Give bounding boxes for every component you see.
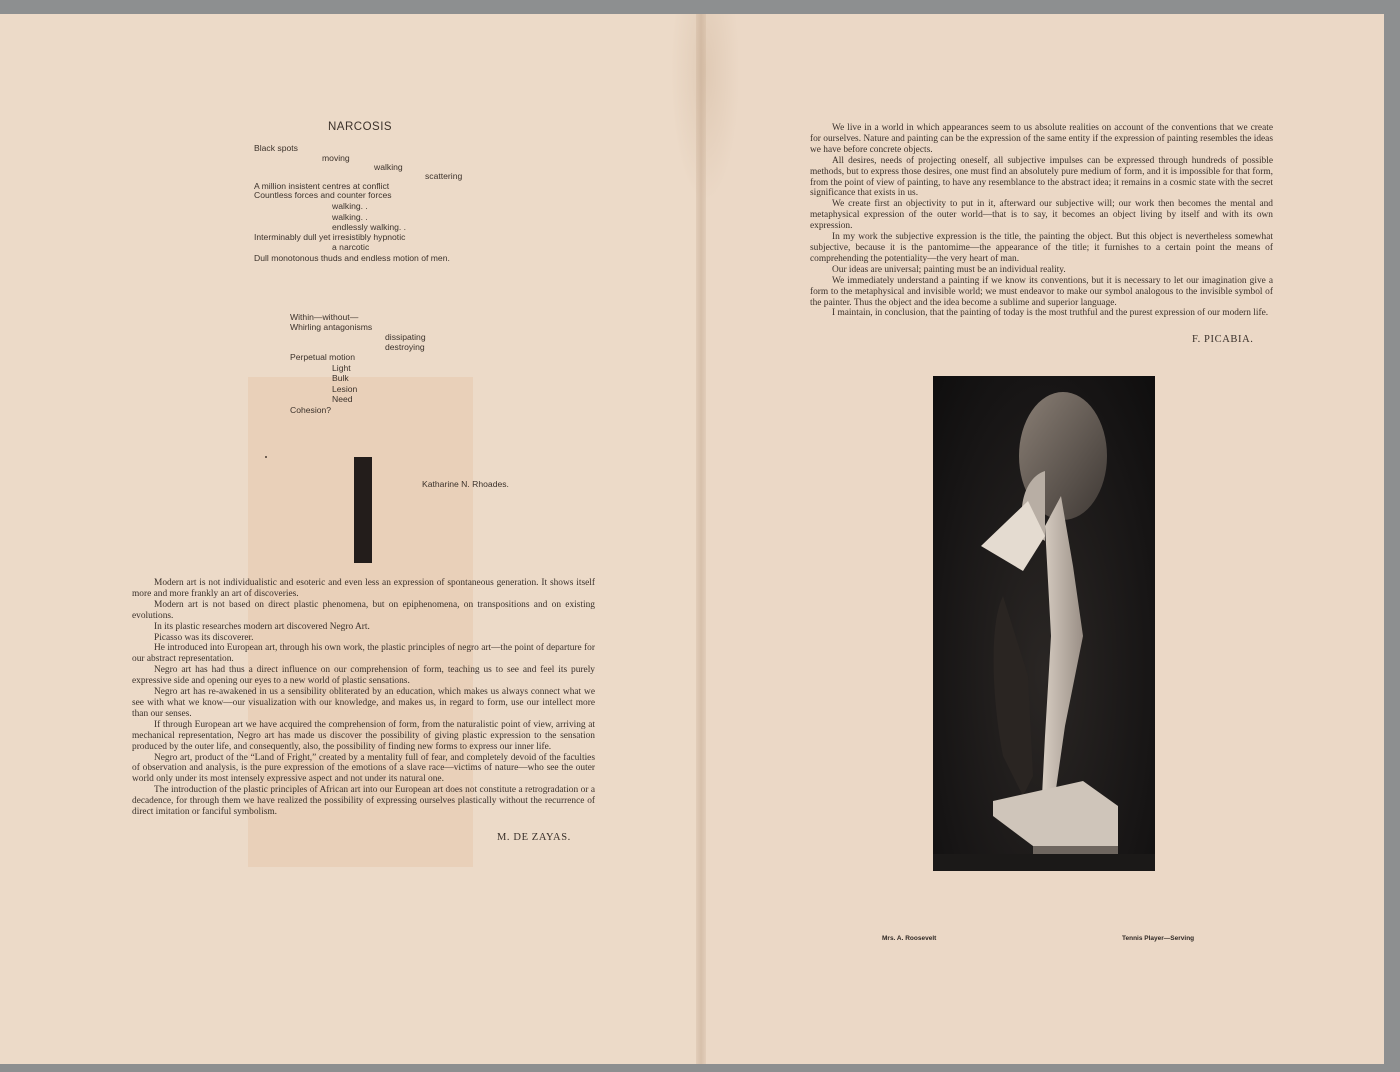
poem-line: a narcotic <box>332 242 370 252</box>
essay-paragraph: He introduced into European art, through his own work, the plastic principles of negro art—the point of departure for our abstract representation. <box>132 643 595 665</box>
poem-line: Light <box>332 363 351 373</box>
black-bar-graphic <box>354 457 372 563</box>
essay-paragraph: Modern art is not individualistic and esoteric and even less an expression of spontaneous generation. It shows itself more and more frankly an art of discoveries. <box>132 578 595 599</box>
poem-title: NARCOSIS <box>328 121 393 133</box>
poem-line: dissipating <box>385 332 426 342</box>
de-zayas-essay <box>132 578 595 818</box>
poem-line: walking. . <box>332 212 368 222</box>
signature-de-zayas: M. DE ZAYAS. <box>497 832 571 843</box>
poem-line: A million insistent centres at conflict <box>254 181 390 191</box>
poem-line: Dull monotonous thuds and endless motion of men. <box>254 253 450 263</box>
poem-line: Need <box>332 394 353 404</box>
essay-paragraph: I maintain, in conclusion, that the painting of today is the most truthful and the purest expression of our modern life. <box>832 308 1269 319</box>
essay-paragraph: We create first an objectivity to put in it, afterward our subjective will; our work then becomes the mental and metaphysical expression of the outer world—that is to say, it becomes an object living by itself and with its own expression. <box>810 199 1273 232</box>
essay-paragraph: In its plastic researches modern art discovered Negro Art. <box>154 621 370 632</box>
poem-line: Lesion <box>332 384 358 394</box>
poem-line: walking. . <box>332 201 368 211</box>
essay-paragraph: If through European art we have acquired the comprehension of form, from the naturalistic point of view, arriving at mechanical representation, Negro art has made us discover the possibility of giving plastic expression to the sensation produced by the outer life, and consequently, also, the possibility of finding new forms to express our inner life. <box>132 719 595 752</box>
poem-line: Countless forces and counter forces <box>254 190 392 200</box>
poem-line: moving <box>322 153 350 163</box>
picabia-essay <box>810 123 1273 319</box>
signature-picabia: F. PICABIA. <box>1192 334 1254 345</box>
water-stain <box>670 14 740 204</box>
essay-paragraph: Negro art has had thus a direct influence on our comprehension of form, teaching us to see and feel its purely expressive side and opening our eyes to a new world of plastic sensations. <box>132 665 595 687</box>
poem-line: walking <box>374 162 403 172</box>
poem-line: endlessly walking. . <box>332 222 407 232</box>
essay-paragraph: Our ideas are universal; painting must be an individual reality. <box>832 264 1066 275</box>
essay-paragraph: Picasso was its discoverer. <box>154 632 254 643</box>
poem-author: Katharine N. Rhoades. <box>422 479 509 489</box>
sculpture-photograph <box>933 376 1155 871</box>
essay-paragraph: The introduction of the plastic principles of African art into our European art does not constitute a retrogradation or a decadence, for through them we have realized the possibility of expressing ourselves plastically without the recurrence of direct imitation or fanciful symbolism. <box>132 785 595 818</box>
essay-paragraph: Negro art, product of the “Land of Fright,” created by a mentality full of fear, and completely devoid of the faculties of observation and analysis, is the pure expression of the emotions of a slave race—victims of nature—who see the outer world only under its most intensely expressive aspect and not under its natural one. <box>132 752 595 785</box>
poem-line: Interminably dull yet irresistibly hypnotic <box>254 232 406 242</box>
poem-line: Whirling antagonisms <box>290 322 373 332</box>
poem-line: Bulk <box>332 373 349 383</box>
ink-dot <box>265 456 267 458</box>
essay-paragraph: All desires, needs of projecting oneself, all subjective impulses can be expressed through hundreds of possible methods, but to express those desires, one must find an absolutely pure medium of form, and it is impossible for that form, from the point of view of painting, to have any resemblance to the abstract idea; it remains in a cosmic state with the secret significance that exists in us. <box>810 155 1273 199</box>
poem-line: scattering <box>425 171 463 181</box>
caption-mrs-roosevelt: Mrs. A. Roosevelt <box>882 935 937 942</box>
essay-paragraph: Modern art is not based on direct plastic phenomena, but on epiphenomena, on transpositions and on existing evolutions. <box>132 599 595 621</box>
essay-paragraph: Negro art has re-awakened in us a sensibility obliterated by an education, which makes us always connect what we see with what we know—our visualization with our knowledge, and makes us, in regard to form, use our intellect more than our senses. <box>132 687 595 719</box>
poem-line: Cohesion? <box>290 405 332 415</box>
poem-line: Perpetual motion <box>290 352 355 362</box>
essay-paragraph: In my work the subjective expression is the title, the painting the object. But this object is nevertheless somewhat subjective, because it is the pantomime—the appearance of the title; it furnishes to a certain point the means of comprehending the potentiality—the very heart of man. <box>810 232 1273 264</box>
poem-line: Within—without— <box>290 312 359 322</box>
poem-line: destroying <box>385 342 425 352</box>
caption-tennis-player: Tennis Player—Serving <box>1122 935 1195 942</box>
essay-paragraph: We immediately understand a painting if we know its conventions, but it is necessary to let our imagination give a form to the metaphysical and invisible world; we must endeavor to make our symbol analogous to the invisible symbol of the painter. Thus the object and the idea become a sublime and superior language. <box>810 275 1273 308</box>
tennis-player-sculpture-image <box>933 376 1155 871</box>
essay-paragraph: We live in a world in which appearances seem to us absolute realities on account of the conventions that we create for ourselves. Nature and painting can be the expression of the same entity if the expression of painting resembles the ideas we have before concrete objects. <box>810 123 1273 155</box>
poem-line: Black spots <box>254 143 298 153</box>
